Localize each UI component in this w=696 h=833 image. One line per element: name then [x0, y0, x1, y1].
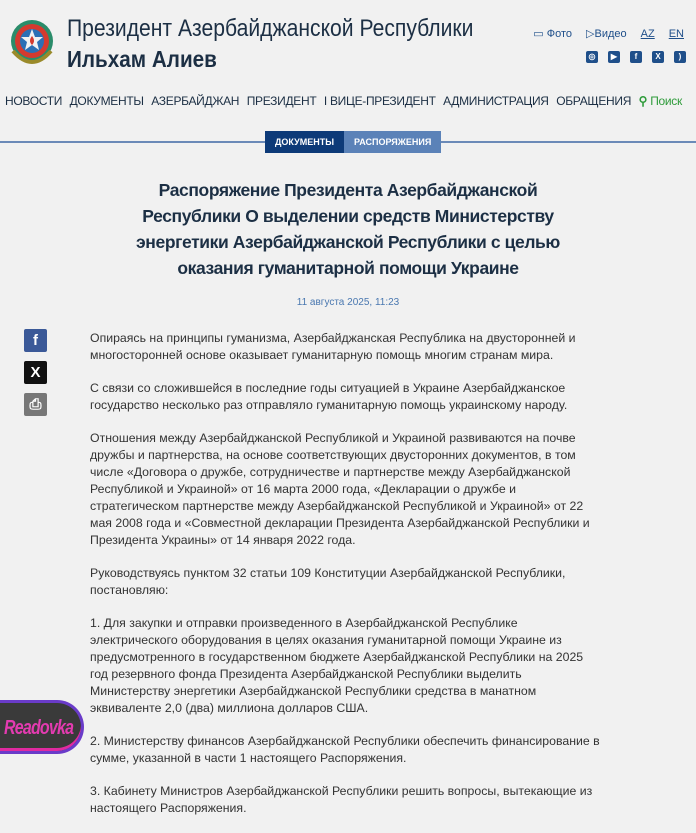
- nav-president[interactable]: ПРЕЗИДЕНТ: [246, 94, 317, 108]
- lang-az[interactable]: AZ: [640, 27, 655, 40]
- main-nav: [5, 94, 682, 108]
- play-icon: ▷: [586, 28, 595, 40]
- search-button[interactable]: [639, 94, 682, 108]
- facebook-share-icon[interactable]: f: [24, 329, 47, 352]
- nav-appeals[interactable]: ОБРАЩЕНИЯ: [556, 94, 632, 108]
- video-link[interactable]: [586, 27, 627, 40]
- article-title: Распоряжение Президента Азербайджанской Республики О выделении средств Министерству энергетики Азербайджанской Республики с целью оказания гуманитарной помощи Украине: [136, 180, 560, 278]
- breadcrumb-documents[interactable]: ДОКУМЕНТЫ: [265, 131, 344, 153]
- photo-label: Фото: [546, 28, 573, 40]
- youtube-icon[interactable]: ▶: [608, 51, 620, 63]
- state-emblem-logo: [9, 17, 55, 69]
- photo-link[interactable]: [533, 27, 572, 40]
- rss-icon[interactable]: ): [674, 51, 686, 63]
- share-bar: [24, 329, 47, 416]
- nav-vice-president[interactable]: I ВИЦЕ-ПРЕЗИДЕНТ: [323, 94, 436, 108]
- instagram-icon[interactable]: ◎: [586, 51, 598, 63]
- x-icon[interactable]: X: [652, 51, 664, 63]
- photo-icon: ▭: [533, 28, 544, 40]
- nav-azerbaijan[interactable]: АЗЕРБАЙДЖАН: [151, 94, 240, 108]
- nav-administration[interactable]: АДМИНИСТРАЦИЯ: [443, 94, 549, 108]
- x-share-icon[interactable]: X: [24, 361, 47, 384]
- print-icon[interactable]: ⎙: [24, 393, 47, 416]
- paragraph: 2. Министерству финансов Азербайджанской Республики обеспечить финансирование в сумме, указанной в части 1 настоящего Распоряжения.: [90, 734, 600, 765]
- watermark-logo: [0, 700, 84, 754]
- president-name[interactable]: Ильхам Алиев: [67, 46, 217, 72]
- nav-documents[interactable]: ДОКУМЕНТЫ: [69, 94, 144, 108]
- article-date: 11 августа 2025, 11:23: [296, 297, 400, 308]
- paragraph: Отношения между Азербайджанской Республикой и Украиной развиваются на почве дружбы и партнерства, на основе соответствующих двусторонних документов, в том числе «Договора о дружбе, сотрудничестве и партнерстве между Азербайджанской Республикой и Украиной» от 16 марта 2000 года, «Декларации о дружбе и стратегическом партнерстве между Азербайджанской Республикой и Украиной» от 22 мая 2008 года и «Совместной декларации Президента Азербайджанской Республики и Президента Украины» от 14 января 2022 года.: [90, 431, 590, 547]
- site-title[interactable]: Президент Азербайджанской Республики: [67, 15, 474, 42]
- lang-en[interactable]: EN: [668, 27, 684, 40]
- breadcrumb: [265, 131, 441, 153]
- paragraph: С связи со сложившейся в последние годы ситуацией в Украине Азербайджанское государство несколько раз отправляло гуманитарную помощь украинскому народу.: [90, 381, 568, 412]
- paragraph: Опираясь на принципы гуманизма, Азербайджанская Республика на двусторонней и многосторонней основе оказывает гуманитарную помощь многим странам мира.: [90, 331, 576, 362]
- video-label: Видео: [594, 28, 627, 40]
- search-label: Поиск: [650, 94, 682, 108]
- paragraph: Руководствуясь пунктом 32 статьи 109 Конституции Азербайджанской Республики, постановляю:: [90, 566, 566, 597]
- article-body: [90, 330, 600, 833]
- paragraph: 3. Кабинету Министров Азербайджанской Республики решить вопросы, вытекающие из настоящего Распоряжения.: [90, 784, 593, 815]
- watermark-text: Readovka: [4, 717, 74, 739]
- nav-news[interactable]: НОВОСТИ: [5, 94, 63, 108]
- paragraph: 1. Для закупки и отправки произведенного в Азербайджанской Республике электрического оборудования в целях оказания гуманитарной помощи Украине из предусмотренного в государственном бюджете Азербайджанской Республики на 2025 год резервного фонда Президента Азербайджанской Республики выделить Министерству энергетики Азербайджанской Республики средства в манатном эквиваленте 2,0 (два) миллиона долларов США.: [90, 616, 584, 715]
- facebook-icon[interactable]: f: [630, 51, 642, 63]
- search-icon: ⚲: [638, 94, 648, 108]
- breadcrumb-orders[interactable]: РАСПОРЯЖЕНИЯ: [344, 131, 441, 153]
